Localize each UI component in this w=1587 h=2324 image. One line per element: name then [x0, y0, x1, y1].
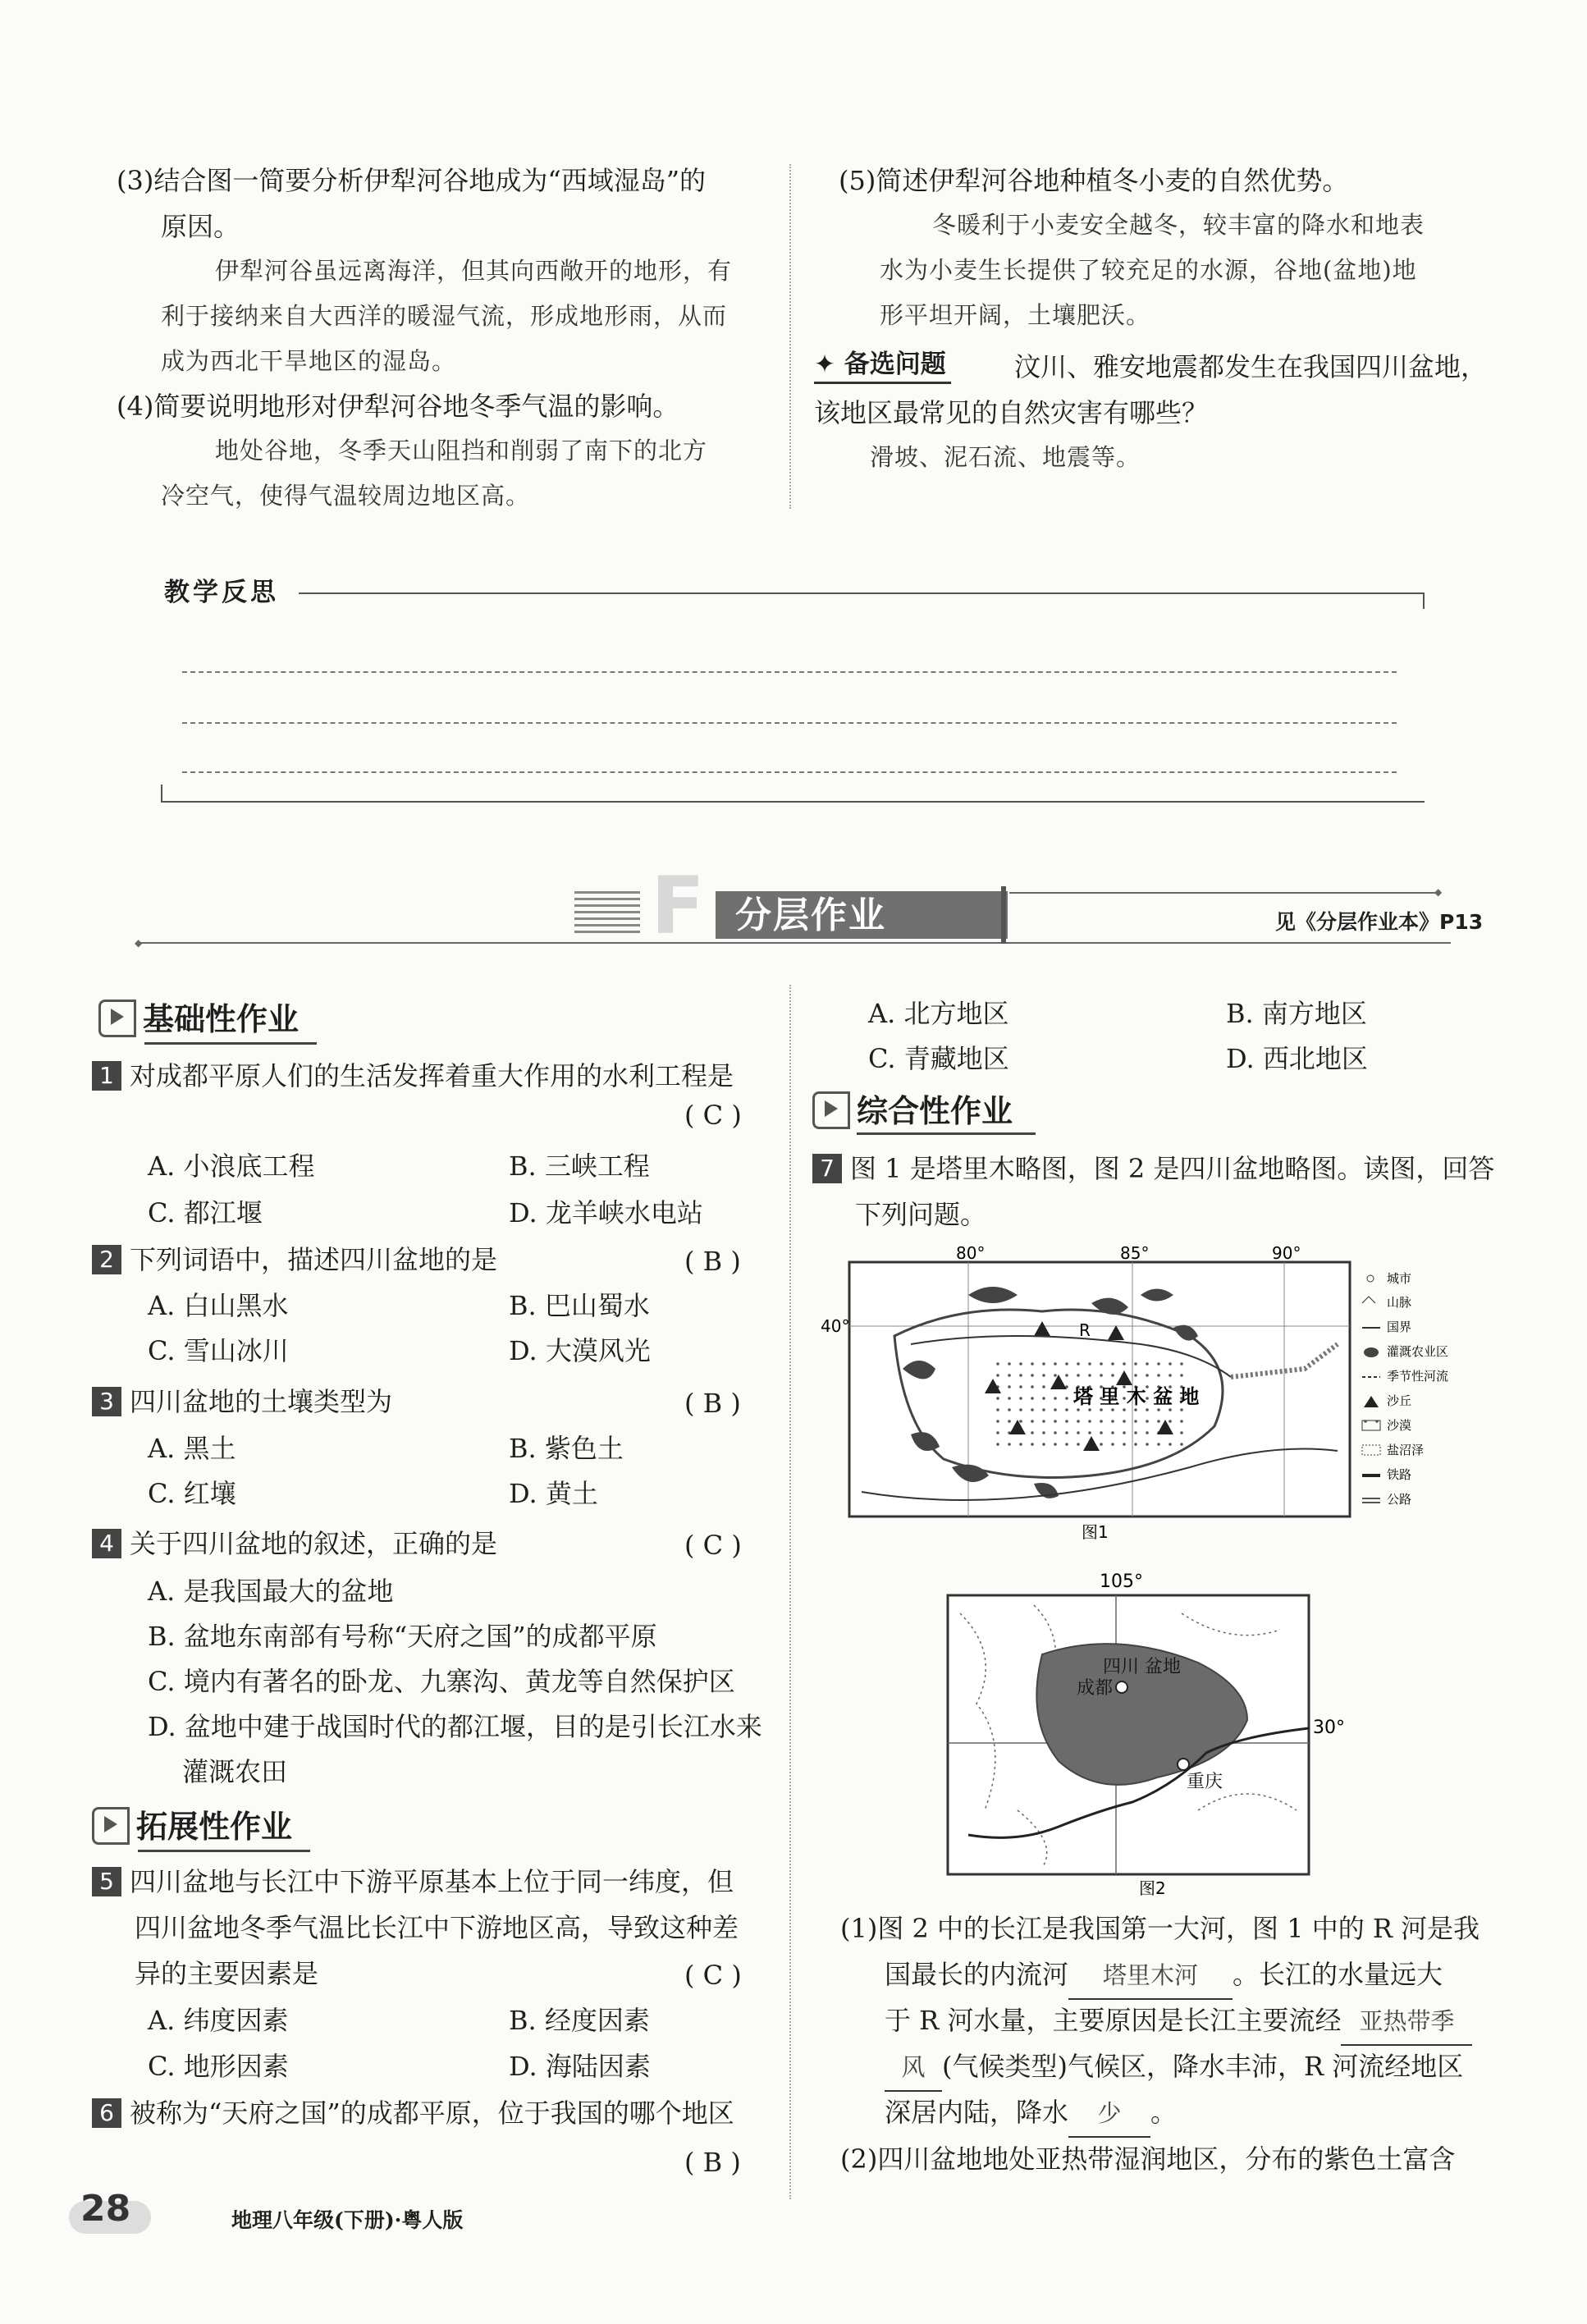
option: A. 北方地区	[868, 998, 1009, 1029]
option: C. 都江堰	[148, 1197, 263, 1228]
legend-item: 沙丘	[1387, 1393, 1412, 1408]
option: D. 龙羊峡水电站	[509, 1197, 703, 1228]
map1-caption: 图1	[1082, 1522, 1109, 1542]
sichuan-basin-map	[935, 1564, 1346, 1909]
question-2: 2 下列词语中，描述四川盆地的是	[92, 1237, 497, 1283]
q7-sub1-line1: (1)图 2 中的长江是我国第一大河，图 1 中的 R 河是我	[840, 1913, 1480, 1944]
q3-prompt-line1: (3)结合图一简要分析伊犁河谷地成为“西域湿岛”的	[117, 165, 707, 196]
option: A. 黑土	[148, 1433, 236, 1464]
legend-item: 城市	[1387, 1271, 1412, 1286]
fill-blank-2-cont[interactable]: 风	[885, 2044, 942, 2092]
banner-reference: 见《分层作业本》P13	[1275, 910, 1484, 934]
column-divider-bottom	[789, 985, 791, 2199]
q4-answer-line1: 地处谷地，冬季天山阻挡和削弱了南下的北方	[215, 437, 708, 464]
backup-question-line1: 汶川、雅安地震都发生在我国四川盆地，	[1014, 351, 1488, 382]
map1-lat: 40°	[821, 1316, 850, 1336]
section-extend: 拓展性作业	[92, 1804, 292, 1850]
legend-item: 季节性河流	[1387, 1369, 1449, 1384]
fill-blank-3[interactable]: 少	[1068, 2090, 1150, 2138]
map1-basin-label: 塔 里 木 盆 地	[1073, 1385, 1200, 1408]
option: B. 巴山蜀水	[509, 1290, 650, 1321]
q7-sub2-line1: (2)四川盆地地处亚热带湿润地区，分布的紫色土富含	[840, 2143, 1456, 2175]
banner-rule	[138, 942, 1451, 944]
q5-answer-line1: 冬暖利于小麦安全越冬，较丰富的降水和地表	[932, 211, 1425, 239]
option: A. 纬度因素	[148, 2005, 289, 2036]
question-6: 6 被称为“天府之国”的成都平原，位于我国的哪个地区	[92, 2090, 734, 2136]
option: B. 紫色土	[509, 1433, 624, 1464]
reflection-top-rule	[299, 592, 1425, 594]
play-arrow-icon	[812, 1091, 850, 1129]
question-2-answer: ( B )	[684, 1246, 741, 1277]
reflection-title: 教学反思	[164, 578, 279, 607]
play-arrow-icon	[98, 1000, 136, 1037]
question-3-answer: ( B )	[684, 1388, 741, 1419]
question-5-line3: 异的主要因素是	[135, 1958, 319, 1989]
fill-blank-2[interactable]: 亚热带季	[1341, 1998, 1472, 2046]
backup-question-label: ✦ 备选问题	[814, 343, 951, 384]
map1-lon: 85°	[1120, 1243, 1150, 1263]
q3-answer-line1: 伊犁河谷虽远离海洋，但其向西敞开的地形，有	[215, 257, 733, 285]
option: D. 盆地中建于战国时代的都江堰，目的是引长江水来	[148, 1711, 762, 1742]
q7-sub1-line4: 风 (气候类型)气候区，降水丰沛，R 河流经地区	[885, 2043, 1463, 2092]
q3-answer-line2: 利于接纳来自大西洋的暖湿气流，形成地形雨，从而	[161, 302, 728, 330]
map2-lat: 30°	[1313, 1718, 1345, 1738]
option: D. 大漠风光	[509, 1335, 651, 1366]
fill-blank-1[interactable]: 塔里木河	[1068, 1952, 1233, 2000]
chengdu-marker	[1116, 1681, 1127, 1693]
option: A. 是我国最大的盆地	[148, 1576, 394, 1607]
question-4: 4 关于四川盆地的叙述，正确的是	[92, 1521, 497, 1567]
question-1-answer: ( C )	[684, 1100, 742, 1131]
q3-answer-line3: 成为西北干旱地区的湿岛。	[161, 347, 457, 375]
option: A. 小浪底工程	[148, 1151, 315, 1182]
legend-item: 盐沼泽	[1387, 1443, 1425, 1457]
option: D. 西北地区	[1226, 1043, 1368, 1074]
q5-prompt: (5)简述伊犁河谷地种植冬小麦的自然优势。	[839, 165, 1349, 196]
question-5-line2: 四川盆地冬季气温比长江中下游地区高，导致这种差	[135, 1912, 739, 1943]
banner-title: 分层作业	[735, 894, 886, 936]
question-5: 5 四川盆地与长江中下游平原基本上位于同一纬度，但	[92, 1859, 734, 1905]
option: C. 青藏地区	[868, 1043, 1009, 1074]
q5-answer-line2: 水为小麦生长提供了较充足的水源，谷地(盆地)地	[880, 256, 1417, 284]
legend-item: 山脉	[1387, 1295, 1412, 1310]
question-5-answer: ( C )	[684, 1960, 742, 1991]
option: D. 黄土	[509, 1478, 598, 1509]
option-continued: 灌溉农田	[182, 1756, 288, 1787]
option: B. 盆地东南部有号称“天府之国”的成都平原	[148, 1621, 657, 1652]
diamond-icon: ✦	[814, 350, 835, 379]
map2-city-chongqing: 重庆	[1187, 1772, 1223, 1792]
legend-item: 公路	[1387, 1492, 1412, 1507]
reflection-line	[182, 671, 1397, 673]
play-arrow-icon	[92, 1807, 130, 1845]
column-divider-top	[789, 164, 791, 509]
option: C. 地形因素	[148, 2051, 289, 2082]
legend-item: 沙漠	[1387, 1418, 1412, 1433]
reflection-bottom-rule	[161, 801, 1425, 803]
backup-answer: 滑坡、泥石流、地震等。	[870, 443, 1141, 471]
question-7-line2: 下列问题。	[855, 1199, 987, 1230]
q7-sub1-line3: 于 R 河水量，主要原因是长江主要流经 亚热带季	[885, 1997, 1472, 2046]
q4-prompt: (4)简要说明地形对伊犁河谷地冬季气温的影响。	[117, 391, 679, 422]
question-4-answer: ( C )	[684, 1530, 742, 1561]
map1-lon: 80°	[956, 1243, 986, 1263]
map1-river-label: R	[1079, 1320, 1091, 1340]
page-number: 28	[80, 2188, 131, 2230]
option: B. 经度因素	[509, 2005, 650, 2036]
question-6-answer: ( B )	[684, 2147, 741, 2178]
map1-lon: 90°	[1272, 1243, 1301, 1263]
backup-question-line2: 该地区最常见的自然灾害有哪些？	[814, 397, 1209, 428]
chongqing-marker	[1178, 1759, 1189, 1770]
question-7: 7 图 1 是塔里木略图，图 2 是四川盆地略图。读图，回答	[812, 1146, 1494, 1192]
option: B. 南方地区	[1226, 998, 1367, 1029]
banner-letter: F	[651, 860, 705, 952]
section-comprehensive: 综合性作业	[812, 1088, 1013, 1134]
map2-caption: 图2	[1139, 1878, 1166, 1898]
q5-answer-line3: 形平坦开阔，土壤肥沃。	[880, 301, 1151, 329]
option: A. 白山黑水	[148, 1290, 289, 1321]
q7-sub1-line2: 国最长的内流河 塔里木河 。长江的水量远大	[885, 1951, 1443, 2000]
map2-lon: 105°	[1100, 1571, 1143, 1592]
q7-sub1-line5: 深居内陆，降水 少 。	[885, 2089, 1177, 2138]
question-1: 1 对成都平原人们的生活发挥着重大作用的水利工程是	[92, 1053, 734, 1099]
option: C. 雪山冰川	[148, 1335, 289, 1366]
option: C. 红壤	[148, 1478, 236, 1509]
book-title: 地理八年级(下册)·粤人版	[231, 2208, 464, 2232]
option: C. 境内有著名的卧龙、九寨沟、黄龙等自然保护区	[148, 1666, 735, 1697]
q3-prompt-line2: 原因。	[161, 211, 240, 242]
map1-legend	[1362, 1271, 1448, 1507]
reflection-line	[182, 722, 1397, 724]
option: D. 海陆因素	[509, 2051, 651, 2082]
map2-basin-label: 四川 盆地	[1103, 1657, 1181, 1677]
legend-item: 灌溉农业区	[1387, 1344, 1449, 1359]
legend-item: 铁路	[1387, 1467, 1412, 1482]
reflection-line	[182, 771, 1397, 773]
option: B. 三峡工程	[509, 1151, 650, 1182]
q4-answer-line2: 冷空气，使得气温较周边地区高。	[161, 482, 531, 510]
section-basic: 基础性作业	[98, 996, 299, 1042]
legend-item: 国界	[1387, 1320, 1412, 1334]
tarim-basin-map	[821, 1243, 1469, 1551]
map2-city-chengdu: 成都	[1077, 1678, 1114, 1699]
banner-stripes	[574, 891, 640, 937]
question-3: 3 四川盆地的土壤类型为	[92, 1379, 392, 1425]
